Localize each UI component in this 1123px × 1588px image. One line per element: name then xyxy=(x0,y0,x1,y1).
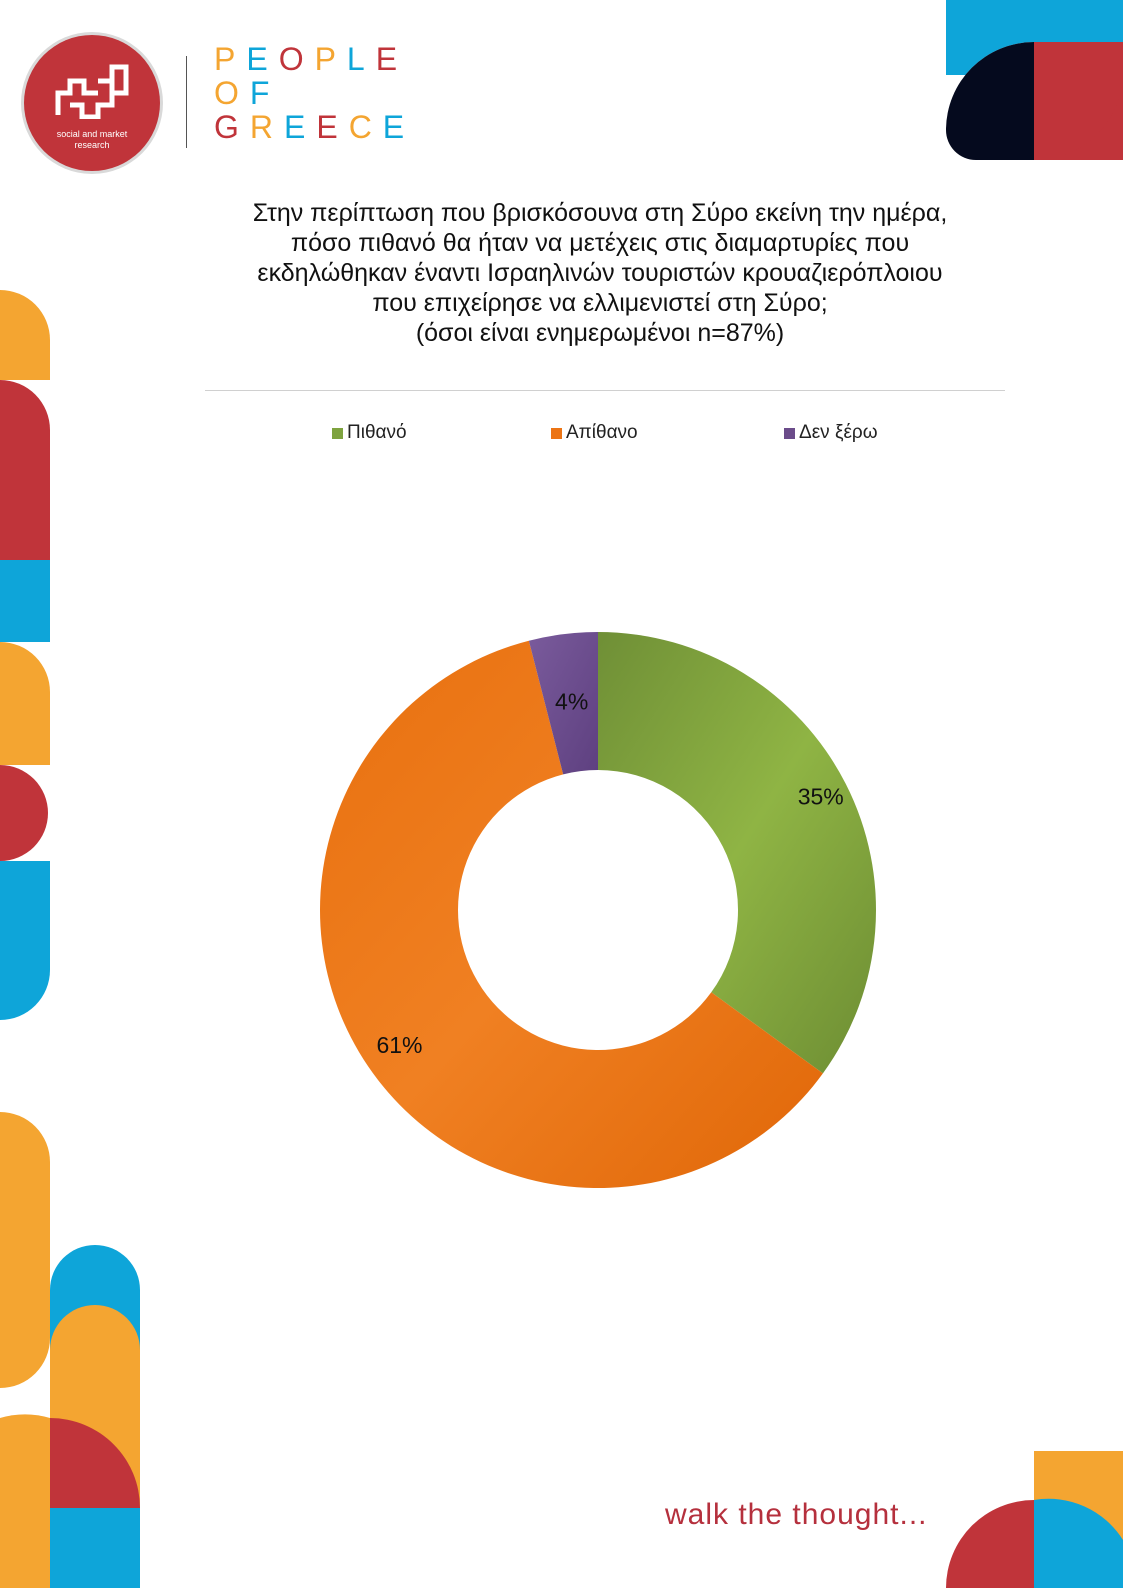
footer-tagline: walk the thought... xyxy=(665,1498,928,1531)
slice-label-unlikely: 61% xyxy=(376,1031,423,1058)
slice-label-dont-know: 4% xyxy=(555,688,589,715)
slice-label-likely: 35% xyxy=(797,783,844,810)
legend-label-likely: Πιθανό xyxy=(347,422,407,443)
logo-subtitle-line1: social and market xyxy=(56,129,128,139)
title-line4: που επιχείρησε να ελλιμενιστεί στη Σύρο; xyxy=(372,289,828,317)
slice-likely xyxy=(598,632,876,1073)
legend-label-dont-know: Δεν ξέρω xyxy=(799,422,878,443)
brand-line1: PEOPLE xyxy=(214,41,409,77)
legend-label-unlikely: Απίθανο xyxy=(566,422,638,443)
brand-line2: OF xyxy=(214,75,281,111)
title-line5: (όσοι είναι ενημερωμένοι n=87%) xyxy=(415,319,785,347)
title-line1: Στην περίπτωση που βρισκόσουνα στη Σύρο εκείνη την ημέρα, xyxy=(252,199,948,227)
title-line2: πόσο πιθανό θα ήταν να μετέχεις στις διαμαρτυρίες που xyxy=(290,229,910,257)
logo-subtitle-line2: research xyxy=(74,140,110,150)
brand-line3: GREECE xyxy=(214,109,416,145)
title-line3: εκδηλώθηκαν έναντι Ισραηλινών τουριστών κρουαζιερόπλοιου xyxy=(257,259,943,287)
